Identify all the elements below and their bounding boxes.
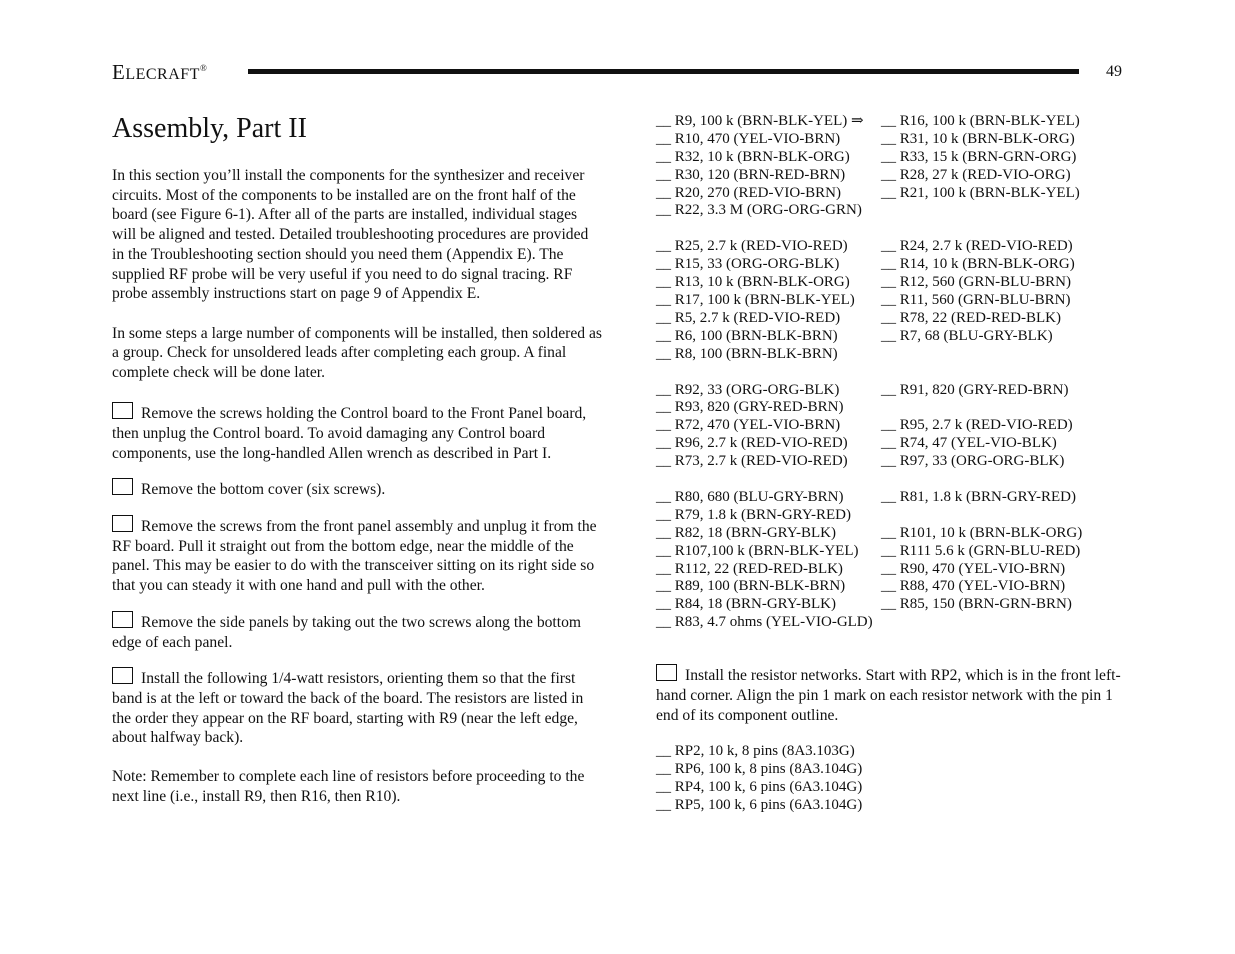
resistor-item: __ R13, 10 k (BRN-BLK-ORG) — [656, 274, 850, 291]
resistor-item: __ R83, 4.7 ohms (YEL-VIO-GLD) — [656, 614, 873, 631]
step-text: Remove the screws from the front panel assembly and unplug it from the RF board. Pull it straight out from the bottom edge, near the middle of the panel. This may be easier to do with the transceiver sitting on its right side so that you can steady it with one hand and pull with the other. — [112, 518, 597, 595]
registered-mark: ® — [199, 63, 208, 73]
checkbox-step-1[interactable] — [112, 402, 133, 419]
resistor-group — [656, 113, 1146, 220]
resistor-item: __ R8, 100 (BRN-BLK-BRN) — [656, 345, 838, 362]
resistor-item: __ R12, 560 (GRN-BLU-BRN) — [881, 274, 1071, 291]
step-remove-control-board — [112, 402, 604, 463]
resistor-item: __ R20, 270 (RED-VIO-BRN) — [656, 184, 841, 201]
resistor-item: __ R80, 680 (BLU-GRY-BRN) — [656, 489, 844, 506]
resistor-item: __ R85, 150 (BRN-GRN-BRN) — [881, 596, 1072, 613]
resistor-item: __ R14, 10 k (BRN-BLK-ORG) — [881, 256, 1075, 273]
resistor-item — [881, 202, 1146, 220]
resistor-item — [881, 399, 1146, 417]
resistor-item: __ R5, 2.7 k (RED-VIO-RED) — [656, 309, 841, 326]
checkbox-step-5[interactable] — [112, 667, 133, 684]
checkbox-step-6[interactable] — [656, 664, 677, 681]
resistor-row — [656, 543, 1146, 561]
resistor-item: __ R6, 100 (BRN-BLK-BRN) — [656, 327, 838, 344]
resistor-item: __ R84, 18 (BRN-GRY-BLK) — [656, 596, 837, 613]
resistor-item: __ R15, 33 (ORG-ORG-BLK) — [656, 256, 840, 273]
resistor-row — [656, 561, 1146, 579]
intro-paragraph: In some steps a large number of components will be installed, then soldered as a group. Check for unsoldered leads after completing each group. A final complete check will be done later. — [112, 324, 602, 381]
checkbox-step-2[interactable] — [112, 478, 133, 495]
brand-initial: E — [112, 60, 126, 84]
resistor-row — [656, 256, 1146, 274]
resistor-row — [656, 238, 1146, 256]
resistor-item — [881, 346, 1146, 364]
step-text: Remove the side panels by taking out the two screws along the bottom edge of each panel. — [112, 613, 582, 651]
resistor-item: __ R7, 68 (BLU-GRY-BLK) — [881, 327, 1053, 344]
resistor-item: __ R9, 100 k (BRN-BLK-YEL) ⇒ — [656, 113, 864, 129]
resistor-item: __ R30, 120 (BRN-RED-BRN) — [656, 166, 846, 183]
resistor-row — [656, 346, 1146, 364]
resistor-row — [656, 167, 1146, 185]
resistor-item: __ R92, 33 (ORG-ORG-BLK) — [656, 381, 840, 398]
resistor-item: __ R17, 100 k (BRN-BLK-YEL) — [656, 292, 855, 309]
header-rule — [248, 69, 1079, 74]
step-text: Remove the bottom cover (six screws). — [141, 481, 386, 499]
resistor-row — [656, 399, 1146, 417]
resistor-item: __ R112, 22 (RED-RED-BLK) — [656, 560, 843, 577]
step-remove-bottom-cover — [112, 478, 604, 500]
resistor-row — [656, 578, 1146, 596]
step-remove-side-panels — [112, 611, 604, 652]
step-text: Remove the screws holding the Control board to the Front Panel board, then unplug the Control board. To avoid damaging any Control board components, use the long-handled Allen wrench as described in Part I. — [112, 405, 587, 462]
resistor-item: __ R21, 100 k (BRN-BLK-YEL) — [881, 184, 1080, 201]
resistor-row — [656, 310, 1146, 328]
resistor-item: __ R16, 100 k (BRN-BLK-YEL) — [881, 113, 1080, 129]
step-text: Install the following 1/4-watt resistors, orienting them so that the first band is at the left or toward the back of the board. The resistors are listed in the order they appear on the RF board, starting with R9 (near the left edge, about halfway back). — [112, 670, 584, 747]
resistor-item: __ R91, 820 (GRY-RED-BRN) — [881, 381, 1069, 398]
resistor-row — [656, 328, 1146, 346]
brand-text: LECRAFT — [125, 66, 200, 83]
resistor-item: __ R81, 1.8 k (BRN-GRY-RED) — [881, 489, 1077, 506]
brand-logo — [112, 60, 207, 85]
left-column — [112, 112, 604, 826]
intro-paragraph: In this section you’ll install the components for the synthesizer and receiver circuits. Most of the components to be installed are on the front half of the board (see Figure 6-1). After all of the parts are installed, individual stages will be aligned and tested. Detailed troubleshooting procedures are provided in the Troubleshooting section should you need them (Appendix E). The supplied RF probe will be very useful if you need to do signal tracing. RF probe assembly instructions start on page 9 of Appendix E. — [112, 167, 589, 303]
network-item: __ RP6, 100 k, 8 pins (8A3.104G) — [656, 761, 863, 778]
resistor-row — [656, 507, 1146, 525]
resistor-row — [656, 489, 1146, 507]
right-column — [656, 113, 1146, 815]
checkbox-step-4[interactable] — [112, 611, 133, 628]
resistor-row — [656, 292, 1146, 310]
resistor-row — [656, 149, 1146, 167]
resistor-item: __ R79, 1.8 k (BRN-GRY-RED) — [656, 506, 852, 523]
resistor-item: __ R96, 2.7 k (RED-VIO-RED) — [656, 435, 848, 452]
step-install-resistors — [112, 667, 604, 748]
resistor-item: __ R11, 560 (GRN-BLU-BRN) — [881, 292, 1071, 309]
network-item: __ RP5, 100 k, 6 pins (6A3.104G) — [656, 796, 863, 813]
step-text: Install the resistor networks. Start with RP2, which is in the front left-hand corner. Align the pin 1 mark on each resistor network with the pin 1 end of its component outline. — [656, 667, 1121, 724]
network-list — [656, 743, 1146, 815]
resistor-item: __ R24, 2.7 k (RED-VIO-RED) — [881, 238, 1073, 255]
resistor-item: __ R78, 22 (RED-RED-BLK) — [881, 309, 1061, 326]
resistor-item: __ R10, 470 (YEL-VIO-BRN) — [656, 130, 841, 147]
resistor-row — [656, 113, 1146, 131]
resistor-item: __ R73, 2.7 k (RED-VIO-RED) — [656, 453, 848, 470]
resistor-item: __ R28, 27 k (RED-VIO-ORG) — [881, 166, 1071, 183]
resistor-item: __ R89, 100 (BRN-BLK-BRN) — [656, 578, 846, 595]
resistor-item: __ R74, 47 (YEL-VIO-BLK) — [881, 435, 1057, 452]
step-remove-front-panel — [112, 515, 604, 596]
network-item: __ RP2, 10 k, 8 pins (8A3.103G) — [656, 743, 855, 760]
resistor-item: __ R95, 2.7 k (RED-VIO-RED) — [881, 417, 1073, 434]
step-install-networks — [656, 664, 1138, 725]
resistor-row — [656, 435, 1146, 453]
page-header — [112, 58, 1122, 88]
resistor-item: __ R88, 470 (YEL-VIO-BRN) — [881, 578, 1066, 595]
resistor-row — [656, 614, 1146, 632]
resistor-item: __ R90, 470 (YEL-VIO-BRN) — [881, 560, 1066, 577]
resistor-item: __ R101, 10 k (BRN-BLK-ORG) — [881, 524, 1083, 541]
resistor-item: __ R82, 18 (BRN-GRY-BLK) — [656, 524, 837, 541]
resistor-row — [656, 131, 1146, 149]
resistor-item: __ R111 5.6 k (GRN-BLU-RED) — [881, 542, 1081, 559]
resistor-row — [656, 274, 1146, 292]
resistor-item — [881, 614, 1146, 632]
network-item: __ RP4, 100 k, 6 pins (6A3.104G) — [656, 779, 863, 796]
resistor-row — [656, 525, 1146, 543]
resistor-row — [656, 596, 1146, 614]
resistor-item: __ R31, 10 k (BRN-BLK-ORG) — [881, 130, 1075, 147]
resistor-row — [656, 382, 1146, 400]
note-paragraph: Note: Remember to complete each line of resistors before proceeding to the next line (i.e., install R9, then R16, then R10). — [112, 768, 585, 805]
page-title: Assembly, Part II — [112, 113, 307, 144]
resistor-list — [656, 113, 1146, 632]
resistor-item: __ R25, 2.7 k (RED-VIO-RED) — [656, 238, 848, 255]
resistor-row — [656, 185, 1146, 203]
resistor-group — [656, 382, 1146, 471]
resistor-item: __ R107,100 k (BRN-BLK-YEL) — [656, 542, 859, 559]
resistor-item: __ R32, 10 k (BRN-BLK-ORG) — [656, 148, 850, 165]
resistor-group — [656, 238, 1146, 363]
resistor-item: __ R97, 33 (ORG-ORG-BLK) — [881, 453, 1065, 470]
resistor-row — [656, 202, 1146, 220]
resistor-item — [881, 507, 1146, 525]
resistor-item: __ R22, 3.3 M (ORG-ORG-GRN) — [656, 202, 862, 219]
page-number: 49 — [1106, 63, 1122, 80]
resistor-item: __ R72, 470 (YEL-VIO-BRN) — [656, 417, 841, 434]
resistor-row — [656, 453, 1146, 471]
resistor-group — [656, 489, 1146, 632]
resistor-item: __ R93, 820 (GRY-RED-BRN) — [656, 399, 844, 416]
checkbox-step-3[interactable] — [112, 515, 133, 532]
resistor-item: __ R33, 15 k (BRN-GRN-ORG) — [881, 148, 1077, 165]
resistor-row — [656, 417, 1146, 435]
